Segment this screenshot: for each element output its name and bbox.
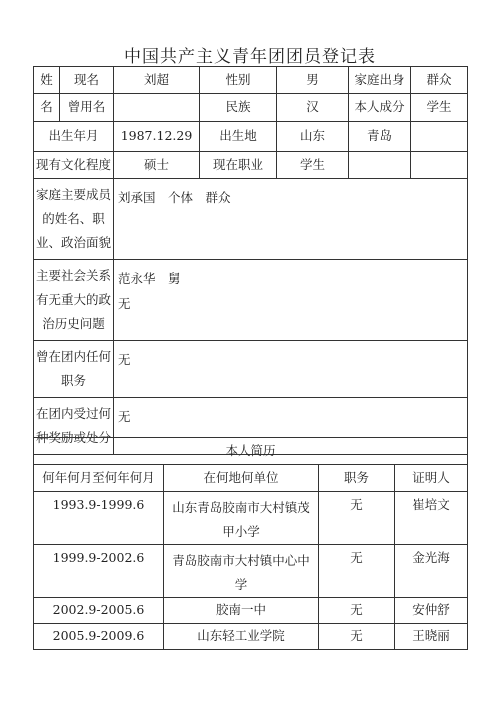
registration-table xyxy=(33,66,468,455)
resume-row xyxy=(34,624,468,650)
form-title: 中国共产主义青年团团员登记表 xyxy=(124,47,376,67)
resume-period: 2002.9-2005.6 xyxy=(34,598,164,624)
resume-witness: 崔培文 xyxy=(395,492,468,545)
resume-role: 无 xyxy=(319,598,395,624)
education-row xyxy=(34,152,468,179)
col-period-header: 何年何月至何年何月 xyxy=(34,465,164,492)
education-label: 现有文化程度 xyxy=(34,152,114,179)
current-name-value: 刘超 xyxy=(114,67,200,94)
birth-date-label: 出生年月 xyxy=(34,122,114,152)
resume-heading-row xyxy=(34,438,468,465)
resume-row xyxy=(34,545,468,598)
resume-place: 青岛胶南市大村镇中心中学 xyxy=(164,545,319,598)
gender-label: 性别 xyxy=(200,67,277,94)
ethnicity-label: 民族 xyxy=(200,94,277,122)
resume-role: 无 xyxy=(319,545,395,598)
birth-date-value: 1987.12.29 xyxy=(114,122,200,152)
birthplace-province: 山东 xyxy=(277,122,349,152)
resume-heading: 本人简历 xyxy=(34,438,468,465)
personal-status-label: 本人成分 xyxy=(349,94,411,122)
personal-status-value: 学生 xyxy=(411,94,468,122)
current-name-label: 现名 xyxy=(60,67,114,94)
col-place-header: 在何地何单位 xyxy=(164,465,319,492)
ethnicity-value: 汉 xyxy=(277,94,349,122)
birthplace-label: 出生地 xyxy=(200,122,277,152)
name-row xyxy=(34,67,468,94)
occupation-label: 现在职业 xyxy=(200,152,277,179)
social-relations-value xyxy=(114,260,468,341)
family-origin-label: 家庭出身 xyxy=(349,67,411,94)
resume-period: 1993.9-1999.6 xyxy=(34,492,164,545)
col-role-header: 职务 xyxy=(319,465,395,492)
social-relation-person: 范永华 舅 xyxy=(118,271,181,286)
resume-place: 胶南一中 xyxy=(164,598,319,624)
education-extra-2 xyxy=(411,152,468,179)
resume-role: 无 xyxy=(319,624,395,650)
social-relations-label: 主要社会关系有无重大的政治历史问题 xyxy=(34,260,114,341)
resume-place: 山东轻工业学院 xyxy=(164,624,319,650)
resume-witness: 王晓丽 xyxy=(395,624,468,650)
resume-place: 山东青岛胶南市大村镇茂甲小学 xyxy=(164,492,319,545)
league-post-row xyxy=(34,341,468,398)
resume-table xyxy=(33,437,468,650)
resume-witness: 安仲舒 xyxy=(395,598,468,624)
former-name-label: 曾用名 xyxy=(60,94,114,122)
gender-value: 男 xyxy=(277,67,349,94)
rewards-label: 在团内受过何种奖励或处分 xyxy=(34,398,114,455)
birth-row xyxy=(34,122,468,152)
political-issue-answer: 无 xyxy=(118,296,131,311)
family-members-value: 刘承国 个体 群众 xyxy=(114,179,468,260)
league-post-value: 无 xyxy=(114,341,468,398)
education-value: 硕士 xyxy=(114,152,200,179)
resume-period: 1999.9-2002.6 xyxy=(34,545,164,598)
resume-row xyxy=(34,492,468,545)
family-members-row xyxy=(34,179,468,260)
resume-role: 无 xyxy=(319,492,395,545)
occupation-value: 学生 xyxy=(277,152,349,179)
col-witness-header: 证明人 xyxy=(395,465,468,492)
league-post-label: 曾在团内任何职务 xyxy=(34,341,114,398)
birthplace-extra xyxy=(411,122,468,152)
social-relations-row xyxy=(34,260,468,341)
name-label-top: 姓 xyxy=(34,67,60,94)
rewards-value: 无 xyxy=(114,398,468,455)
birthplace-city: 青岛 xyxy=(349,122,411,152)
resume-header-row xyxy=(34,465,468,492)
resume-witness: 金光海 xyxy=(395,545,468,598)
family-origin-value: 群众 xyxy=(411,67,468,94)
education-extra-1 xyxy=(349,152,411,179)
family-members-label: 家庭主要成员的姓名、职业、政治面貌 xyxy=(34,179,114,260)
resume-row xyxy=(34,598,468,624)
former-name-value xyxy=(114,94,200,122)
former-name-row xyxy=(34,94,468,122)
name-label-bottom: 名 xyxy=(34,94,60,122)
resume-period: 2005.9-2009.6 xyxy=(34,624,164,650)
